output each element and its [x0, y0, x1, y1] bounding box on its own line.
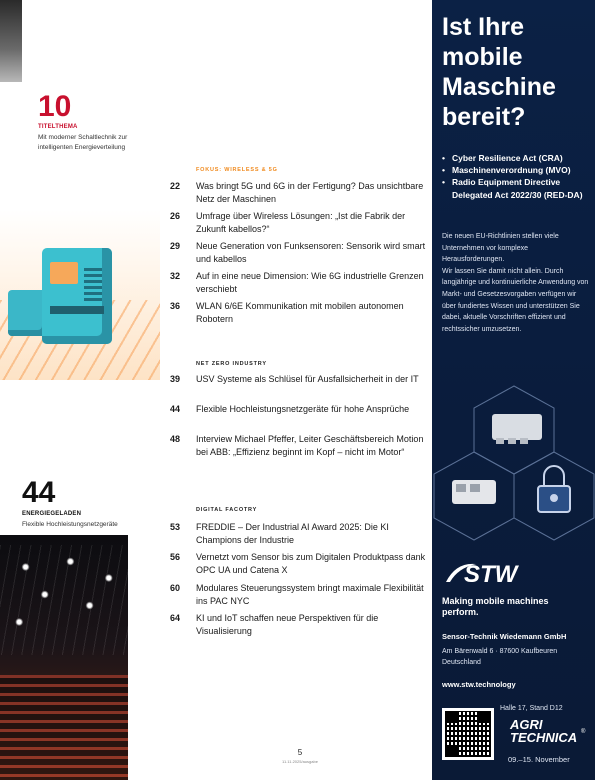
toc-title: Auf in eine neue Dimension: Wie 6G industrielle Grenzen verschiebt: [196, 271, 424, 294]
toc-page: 26: [170, 211, 181, 221]
section-heading-net-zero: NET ZERO INDUSTRY: [196, 361, 267, 367]
ad-bullet: • Cyber Resilience Act (CRA): [442, 152, 592, 164]
toc-title: Modulares Steuerungssystem bringt maximale Flexibilität ins PAC NYC: [196, 583, 424, 606]
advertisement-panel[interactable]: [432, 0, 595, 780]
toc-title: Vernetzt vom Sensor bis zum Digitalen Produktpass dank OPC UA und Catena X: [196, 552, 426, 575]
feature-text-44: Flexible Hochleistungsnetzgeräte: [22, 521, 118, 528]
ad-slogan: Making mobile machines perform.: [442, 596, 549, 617]
ad-address: Am Bärenwald 6 · 87600 Kaufbeuren Deutschland: [442, 648, 558, 666]
controller-device-icon: [492, 414, 542, 444]
toc-title: Interview Michael Pfeffer, Leiter Geschäftsbereich Motion bei ABB: „Effizienz beginnt im Kopf – nicht im Motor“: [196, 434, 424, 457]
ad-company-name: Sensor-Technik Wiedemann GmbH: [442, 632, 567, 641]
ad-bullet-list: [442, 152, 592, 201]
svg-text:STW: STW: [464, 561, 518, 588]
toc-page: 22: [170, 181, 181, 191]
toc-page: 56: [170, 552, 181, 562]
toc-page: 64: [170, 613, 181, 623]
toc-page: 29: [170, 241, 181, 251]
toc-title: Flexible Hochleistungsnetzgeräte für hohe Ansprüche: [196, 404, 410, 414]
fair-logo-line1: AGRI: [510, 717, 543, 732]
feature-kicker-titelthema: TITELTHEMA: [38, 124, 78, 130]
toc-page: 36: [170, 301, 181, 311]
machine-screen: [50, 262, 78, 284]
hexagon-product-graphic: [432, 380, 595, 550]
page-footer-note: 11.11.2025/ausgabe: [282, 759, 318, 764]
industrial-hall-photo: [0, 535, 128, 780]
page-number: 5: [297, 748, 303, 757]
ad-website-link[interactable]: www.stw.technology: [442, 680, 516, 689]
machine-slot: [50, 306, 104, 314]
toc-page: 53: [170, 522, 181, 532]
fair-dates: 09.–15. November: [508, 755, 570, 764]
toc-title: Was bringt 5G und 6G in der Fertigung? Das unsichtbare Netz der Maschinen: [196, 181, 424, 204]
toc-title: Neue Generation von Funksensoren: Sensorik wird smart und kabellos: [196, 241, 426, 264]
feature-kicker-energiegeladen: ENERGIEGELADEN: [22, 511, 82, 517]
machine-keypad: [84, 268, 102, 302]
toc-title: FREDDIE – Der Industrial AI Award 2025: Die KI Champions der Industrie: [196, 522, 389, 545]
qr-pattern: [445, 711, 491, 757]
section-heading-wireless: FOKUS: WIRELESS & 5G: [196, 167, 278, 173]
feature-number-10[interactable]: 10: [38, 90, 72, 123]
section-heading-digital-factory: DIGITAL FACOTRY: [196, 507, 258, 513]
qr-code[interactable]: [442, 708, 494, 760]
ad-hall-stand: Halle 17, Stand D12: [500, 705, 563, 712]
hall-rows: [0, 675, 128, 780]
ad-body: [442, 231, 590, 335]
registered-mark-icon: ®: [581, 729, 586, 735]
factory-machine-illustration: [0, 210, 160, 380]
toc-title: Umfrage über Wireless Lösungen: „Ist die Fabrik der Zukunft kabellos?“: [196, 211, 406, 234]
feature-number-44[interactable]: 44: [22, 476, 56, 509]
ad-body-paragraph: Die neuen EU-Richtlinien stellen viele Unternehmen vor komplexe Herausforderungen.: [442, 233, 559, 264]
ad-bullet: • Radio Equipment Directive Delegated Act 2022/30 (RED-DA): [442, 176, 592, 200]
toc-page: 60: [170, 583, 181, 593]
module-device-icon: [452, 480, 496, 504]
padlock-icon: [538, 466, 570, 512]
toc-title: USV Systeme als Schlüsel für Ausfallsicherheit in der IT: [196, 374, 419, 384]
hall-lights: [0, 545, 128, 655]
fair-logo-line2: TECHNICA: [510, 730, 578, 745]
toc-title: KI und IoT schaffen neue Perspektiven für die Visualisierung: [196, 613, 379, 636]
ad-bullet: • Maschinenverordnung (MVO): [442, 164, 592, 176]
toc-page: 32: [170, 271, 181, 281]
ad-body-paragraph: Wir lassen Sie damit nicht allein. Durch langjährige und kontinuierliche Anwendung von Markt- und Gesetzesvorgaben verfügen wir über fundiertes Wissen und unterstützen Sie dabei, aktuelle Vorschriften effizient und rechtssicher umzusetzen.: [442, 267, 589, 333]
ad-headline: Ist Ihre mobile Maschine bereit?: [442, 13, 556, 131]
toc-page: 44: [170, 404, 181, 414]
stw-logo: [442, 556, 562, 590]
toc-page: 48: [170, 434, 181, 444]
top-photo-strip: [0, 0, 22, 82]
toc-page: 39: [170, 374, 181, 384]
feature-text-10: Mit moderner Schaltlechnik zur intelligenten Energieverteilung: [38, 134, 128, 151]
toc-title: WLAN 6/6E Kommunikation mit mobilen autonomen Robotern: [196, 301, 404, 324]
